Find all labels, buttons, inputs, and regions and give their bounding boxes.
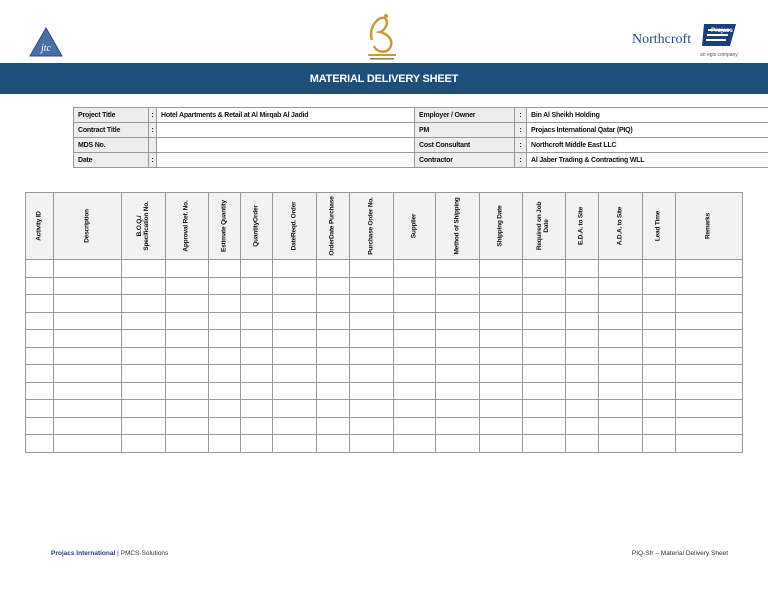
table-cell[interactable] (209, 277, 241, 295)
table-cell[interactable] (394, 295, 436, 313)
table-cell[interactable] (166, 347, 209, 365)
table-cell[interactable] (122, 295, 166, 313)
table-cell[interactable] (317, 400, 350, 418)
colon: : (515, 153, 527, 168)
table-row (26, 365, 743, 383)
table-cell[interactable] (54, 312, 122, 330)
table-cell[interactable] (273, 312, 317, 330)
table-cell[interactable] (122, 277, 166, 295)
table-cell[interactable] (599, 400, 643, 418)
project-title-label: Project Title (74, 108, 149, 123)
footer-separator: | (115, 550, 121, 557)
table-cell[interactable] (394, 312, 436, 330)
table-cell[interactable] (209, 417, 241, 435)
colon: : (149, 153, 157, 168)
table-cell[interactable] (54, 400, 122, 418)
table-cell[interactable] (436, 312, 480, 330)
table-cell[interactable] (394, 417, 436, 435)
table-cell[interactable] (480, 417, 523, 435)
table-cell[interactable] (394, 347, 436, 365)
table-cell[interactable] (166, 382, 209, 400)
table-cell[interactable] (566, 312, 599, 330)
table-row (26, 277, 743, 295)
table-cell[interactable] (566, 277, 599, 295)
table-cell[interactable] (566, 330, 599, 348)
table-cell[interactable] (122, 417, 166, 435)
column-header: Activity ID (26, 193, 54, 260)
table-cell[interactable] (523, 347, 566, 365)
table-cell[interactable] (480, 260, 523, 278)
table-cell[interactable] (523, 312, 566, 330)
svg-text:Projacs: Projacs (711, 28, 733, 34)
contract-title-label: Contract Title (74, 123, 149, 138)
table-cell[interactable] (676, 260, 743, 278)
table-cell[interactable] (523, 417, 566, 435)
table-cell[interactable] (54, 365, 122, 383)
employer-owner-label: Employer / Owner (415, 108, 515, 123)
table-cell[interactable] (317, 295, 350, 313)
table-cell[interactable] (54, 417, 122, 435)
table-cell[interactable] (317, 347, 350, 365)
table-cell[interactable] (122, 260, 166, 278)
table-row (26, 435, 743, 453)
table-cell[interactable] (599, 312, 643, 330)
colon: : (149, 123, 157, 138)
table-cell[interactable] (166, 260, 209, 278)
table-cell[interactable] (317, 330, 350, 348)
table-cell[interactable] (209, 365, 241, 383)
table-cell[interactable] (209, 347, 241, 365)
table-cell[interactable] (599, 277, 643, 295)
column-header: Required on Job Date (523, 193, 566, 260)
table-cell[interactable] (317, 435, 350, 453)
table-cell[interactable] (166, 435, 209, 453)
footer-tagline: PMCS-Solutions (120, 550, 169, 557)
table-cell[interactable] (122, 312, 166, 330)
table-cell[interactable] (166, 295, 209, 313)
footer-brand-name: Projacs International (51, 550, 116, 557)
table-cell[interactable] (317, 260, 350, 278)
table-cell[interactable] (566, 417, 599, 435)
table-cell[interactable] (643, 365, 676, 383)
table-cell[interactable] (436, 365, 480, 383)
column-header: Approval Ref. No. (166, 193, 209, 260)
table-cell[interactable] (273, 295, 317, 313)
table-cell[interactable] (523, 435, 566, 453)
table-cell[interactable] (350, 400, 394, 418)
table-cell[interactable] (241, 435, 273, 453)
table-cell[interactable] (273, 435, 317, 453)
table-row (26, 312, 743, 330)
column-header: DateReqd. Order (273, 193, 317, 260)
table-cell[interactable] (480, 295, 523, 313)
table-cell[interactable] (166, 365, 209, 383)
table-cell[interactable] (566, 347, 599, 365)
table-cell[interactable] (350, 312, 394, 330)
table-cell[interactable] (676, 277, 743, 295)
table-cell[interactable] (317, 312, 350, 330)
table-cell[interactable] (54, 277, 122, 295)
material-delivery-table (25, 192, 743, 453)
table-cell[interactable] (523, 400, 566, 418)
table-row (26, 417, 743, 435)
table-row (26, 400, 743, 418)
table-cell[interactable] (209, 260, 241, 278)
table-cell[interactable] (26, 435, 54, 453)
table-cell[interactable] (166, 400, 209, 418)
table-cell[interactable] (566, 400, 599, 418)
table-cell[interactable] (436, 382, 480, 400)
table-cell[interactable] (273, 365, 317, 383)
table-cell[interactable] (599, 382, 643, 400)
table-cell[interactable] (209, 435, 241, 453)
table-cell[interactable] (523, 295, 566, 313)
column-header: E.D.A. to Site (566, 193, 599, 260)
column-header: Method of Shipping (436, 193, 480, 260)
table-cell[interactable] (122, 382, 166, 400)
table-cell[interactable] (26, 312, 54, 330)
table-cell[interactable] (273, 260, 317, 278)
table-row (26, 330, 743, 348)
table-cell[interactable] (241, 347, 273, 365)
table-cell[interactable] (599, 417, 643, 435)
table-cell[interactable] (599, 347, 643, 365)
column-header: Shipping Date (480, 193, 523, 260)
table-cell[interactable] (643, 417, 676, 435)
table-cell[interactable] (273, 347, 317, 365)
project-title-value[interactable]: Hotel Apartments & Retail at Al Mirqab Al Jadid (157, 108, 415, 123)
table-cell[interactable] (676, 312, 743, 330)
table-cell[interactable] (599, 435, 643, 453)
table-cell[interactable] (566, 365, 599, 383)
table-cell[interactable] (599, 365, 643, 383)
table-cell[interactable] (643, 400, 676, 418)
table-cell[interactable] (122, 330, 166, 348)
footer-brand (51, 550, 168, 557)
column-header: Purchase Order No. (350, 193, 394, 260)
table-cell[interactable] (241, 277, 273, 295)
table-cell[interactable] (317, 417, 350, 435)
table-cell[interactable] (676, 347, 743, 365)
table-cell[interactable] (394, 365, 436, 383)
northcroft-logo: Northcroft (632, 32, 692, 47)
column-header: Estimate Quantity (209, 193, 241, 260)
date-label: Date (74, 153, 149, 168)
table-cell[interactable] (350, 295, 394, 313)
table-cell[interactable] (26, 347, 54, 365)
column-header: Supplier (394, 193, 436, 260)
holding-emblem-icon (364, 10, 400, 62)
table-cell[interactable] (643, 435, 676, 453)
table-row (26, 347, 743, 365)
table-cell[interactable] (26, 260, 54, 278)
table-cell[interactable] (480, 312, 523, 330)
table-cell[interactable] (26, 365, 54, 383)
colon: : (515, 138, 527, 153)
table-cell[interactable] (54, 295, 122, 313)
table-cell[interactable] (122, 347, 166, 365)
table-cell[interactable] (350, 330, 394, 348)
table-cell[interactable] (273, 277, 317, 295)
table-cell[interactable] (436, 330, 480, 348)
table-cell[interactable] (166, 417, 209, 435)
table-cell[interactable] (676, 417, 743, 435)
table-row (26, 295, 743, 313)
table-cell[interactable] (54, 435, 122, 453)
table-cell[interactable] (566, 435, 599, 453)
employer-owner-value[interactable]: Bin Al Sheikh Holding (527, 108, 768, 123)
column-header: B.O.Q./ Specification No. (122, 193, 166, 260)
table-cell[interactable] (643, 330, 676, 348)
table-cell[interactable] (26, 295, 54, 313)
table-cell[interactable] (209, 330, 241, 348)
table-cell[interactable] (643, 382, 676, 400)
table-cell[interactable] (350, 382, 394, 400)
table-cell[interactable] (599, 260, 643, 278)
table-cell[interactable] (54, 347, 122, 365)
table-row (26, 260, 743, 278)
colon: : (515, 108, 527, 123)
table-cell[interactable] (122, 435, 166, 453)
project-info-table (73, 107, 768, 168)
table-cell[interactable] (676, 365, 743, 383)
table-cell[interactable] (523, 382, 566, 400)
table-cell[interactable] (566, 382, 599, 400)
mds-no-value[interactable] (157, 138, 415, 153)
projacs-subtext: an egis company (700, 52, 738, 58)
table-cell[interactable] (241, 365, 273, 383)
table-cell[interactable] (394, 330, 436, 348)
column-header: QuantityOrder (241, 193, 273, 260)
table-cell[interactable] (643, 277, 676, 295)
table-cell[interactable] (643, 260, 676, 278)
table-cell[interactable] (166, 330, 209, 348)
column-header: Lead Time (643, 193, 676, 260)
table-cell[interactable] (480, 277, 523, 295)
info-row (74, 153, 768, 168)
table-cell[interactable] (26, 382, 54, 400)
table-cell[interactable] (599, 295, 643, 313)
table-cell[interactable] (480, 330, 523, 348)
table-cell[interactable] (26, 330, 54, 348)
table-cell[interactable] (241, 260, 273, 278)
table-cell[interactable] (350, 435, 394, 453)
table-cell[interactable] (480, 382, 523, 400)
mds-no-label: MDS No. (74, 138, 149, 153)
colon: : (149, 108, 157, 123)
table-cell[interactable] (394, 260, 436, 278)
table-cell[interactable] (523, 260, 566, 278)
table-cell[interactable] (209, 400, 241, 418)
table-cell[interactable] (241, 382, 273, 400)
contractor-label: Contractor (415, 153, 515, 168)
table-cell[interactable] (480, 435, 523, 453)
contract-title-value[interactable] (157, 123, 415, 138)
contractor-value[interactable]: Al Jaber Trading & Contracting WLL (527, 153, 768, 168)
header-row (26, 193, 743, 260)
colon: : (515, 123, 527, 138)
table-cell[interactable] (241, 312, 273, 330)
table-cell[interactable] (643, 312, 676, 330)
table-cell[interactable] (436, 347, 480, 365)
pm-label: PM (415, 123, 515, 138)
info-row (74, 108, 768, 123)
table-cell[interactable] (209, 382, 241, 400)
table-cell[interactable] (122, 400, 166, 418)
projacs-logo-icon (700, 20, 740, 50)
table-cell[interactable] (241, 295, 273, 313)
colon (149, 138, 157, 153)
table-cell[interactable] (480, 347, 523, 365)
table-cell[interactable] (350, 277, 394, 295)
table-cell[interactable] (317, 277, 350, 295)
date-value[interactable] (157, 153, 415, 168)
pm-value[interactable]: Projacs International Qatar (PIQ) (527, 123, 768, 138)
table-cell[interactable] (643, 347, 676, 365)
info-row (74, 138, 768, 153)
footer-doc-ref: PIQ-Sfr – Material Delivery Sheet (631, 550, 728, 557)
table-cell[interactable] (676, 400, 743, 418)
table-cell[interactable] (394, 435, 436, 453)
column-header: Remarks (676, 193, 743, 260)
table-cell[interactable] (273, 417, 317, 435)
table-cell[interactable] (241, 400, 273, 418)
table-cell[interactable] (436, 295, 480, 313)
table-cell[interactable] (436, 260, 480, 278)
table-cell[interactable] (436, 400, 480, 418)
table-cell[interactable] (166, 277, 209, 295)
table-cell[interactable] (523, 277, 566, 295)
table-cell[interactable] (350, 260, 394, 278)
table-cell[interactable] (273, 400, 317, 418)
table-cell[interactable] (676, 435, 743, 453)
table-cell[interactable] (26, 417, 54, 435)
svg-text:jtc: jtc (41, 43, 51, 54)
cost-consultant-value[interactable]: Northcroft Middle East LLC (527, 138, 768, 153)
table-cell[interactable] (273, 330, 317, 348)
table-cell[interactable] (209, 312, 241, 330)
table-cell[interactable] (480, 365, 523, 383)
table-cell[interactable] (54, 382, 122, 400)
column-header: A.D.A. to Site (599, 193, 643, 260)
table-cell[interactable] (436, 435, 480, 453)
table-cell[interactable] (273, 382, 317, 400)
table-cell[interactable] (350, 347, 394, 365)
table-cell[interactable] (317, 382, 350, 400)
cost-consultant-label: Cost Consultant (415, 138, 515, 153)
table-cell[interactable] (350, 417, 394, 435)
table-cell[interactable] (241, 417, 273, 435)
table-cell[interactable] (166, 312, 209, 330)
table-cell[interactable] (676, 382, 743, 400)
table-cell[interactable] (394, 400, 436, 418)
table-cell[interactable] (317, 365, 350, 383)
jtc-logo-icon (28, 26, 64, 58)
table-cell[interactable] (676, 295, 743, 313)
column-header: Description (54, 193, 122, 260)
table-cell[interactable] (26, 400, 54, 418)
table-cell[interactable] (436, 417, 480, 435)
table-cell[interactable] (209, 295, 241, 313)
table-cell[interactable] (523, 330, 566, 348)
table-cell[interactable] (54, 260, 122, 278)
table-cell[interactable] (566, 260, 599, 278)
table-cell[interactable] (241, 330, 273, 348)
table-cell[interactable] (599, 330, 643, 348)
table-cell[interactable] (122, 365, 166, 383)
table-cell[interactable] (566, 295, 599, 313)
table-cell[interactable] (436, 277, 480, 295)
table-cell[interactable] (523, 365, 566, 383)
info-row (74, 123, 768, 138)
table-cell[interactable] (394, 277, 436, 295)
page-title: MATERIAL DELIVERY SHEET (0, 63, 768, 94)
table-cell[interactable] (643, 295, 676, 313)
table-cell[interactable] (394, 382, 436, 400)
column-header: OrderDate Purchase (317, 193, 350, 260)
table-cell[interactable] (26, 277, 54, 295)
table-cell[interactable] (350, 365, 394, 383)
table-body (26, 260, 743, 453)
table-cell[interactable] (480, 400, 523, 418)
table-cell[interactable] (676, 330, 743, 348)
table-cell[interactable] (54, 330, 122, 348)
table-row (26, 382, 743, 400)
